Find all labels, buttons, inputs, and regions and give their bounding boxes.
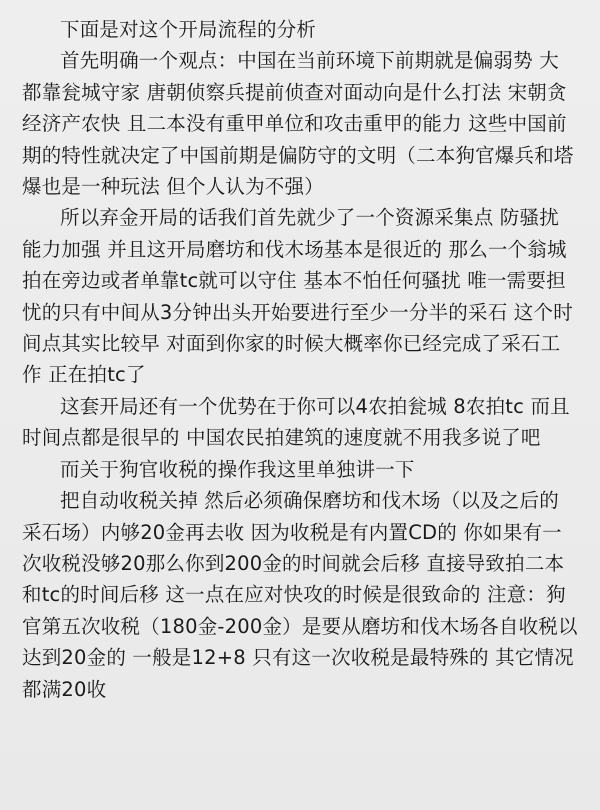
- paragraph-tax-details: 把自动收税关掉 然后必须确保磨坊和伐木场（以及之后的采石场）内够20金再去收 因为收税是有内置CD的 你如果有一次收税没够20那么你到200金的时间就会后移 直接导致拍二本和tc的时间后移 这一点在应对快攻的时候是很致命的 注意：狗官第五次收税（180金-200金）是要从磨坊和伐木场各自收税以达到20金的 一般是12+8 只有这一次收税是最特殊的 其它情况都满20收: [22, 489, 578, 701]
- paragraph-viewpoint: 首先明确一个观点：中国在当前环境下前期就是偏弱势 大都靠瓮城守家 唐朝侦察兵提前侦查对面动向是什么打法 宋朝贪经济产农快 且二本没有重甲单位和攻击重甲的能力 这些中国前期的特性就决定了中国前期是偏防守的文明（二本狗官爆兵和塔爆也是一种玩法 但个人认为不强）: [22, 49, 574, 199]
- paragraph-tax-heading: 而关于狗官收税的操作我这里单独讲一下: [60, 457, 415, 481]
- paragraph-abandon-gold: 所以弃金开局的话我们首先就少了一个资源采集点 防骚扰能力加强 并且这开局磨坊和伐木场基本是很近的 那么一个翁城拍在旁边或者单靠tc就可以守住 基本不怕任何骚扰 唯一需要担忧的只有中间从3分钟出头开始要进行至少一分半的采石 这个时间点其实比较早 对面到你家的时候大概率你已经完成了采石工作 正在拍tc了: [22, 206, 573, 387]
- paragraph-advantage: 这套开局还有一个优势在于你可以4农拍瓮城 8农拍tc 而且时间点都是很早的 中国农民拍建筑的速度就不用我多说了吧: [22, 394, 570, 450]
- paragraph-intro: 下面是对这个开局流程的分析: [60, 18, 317, 41]
